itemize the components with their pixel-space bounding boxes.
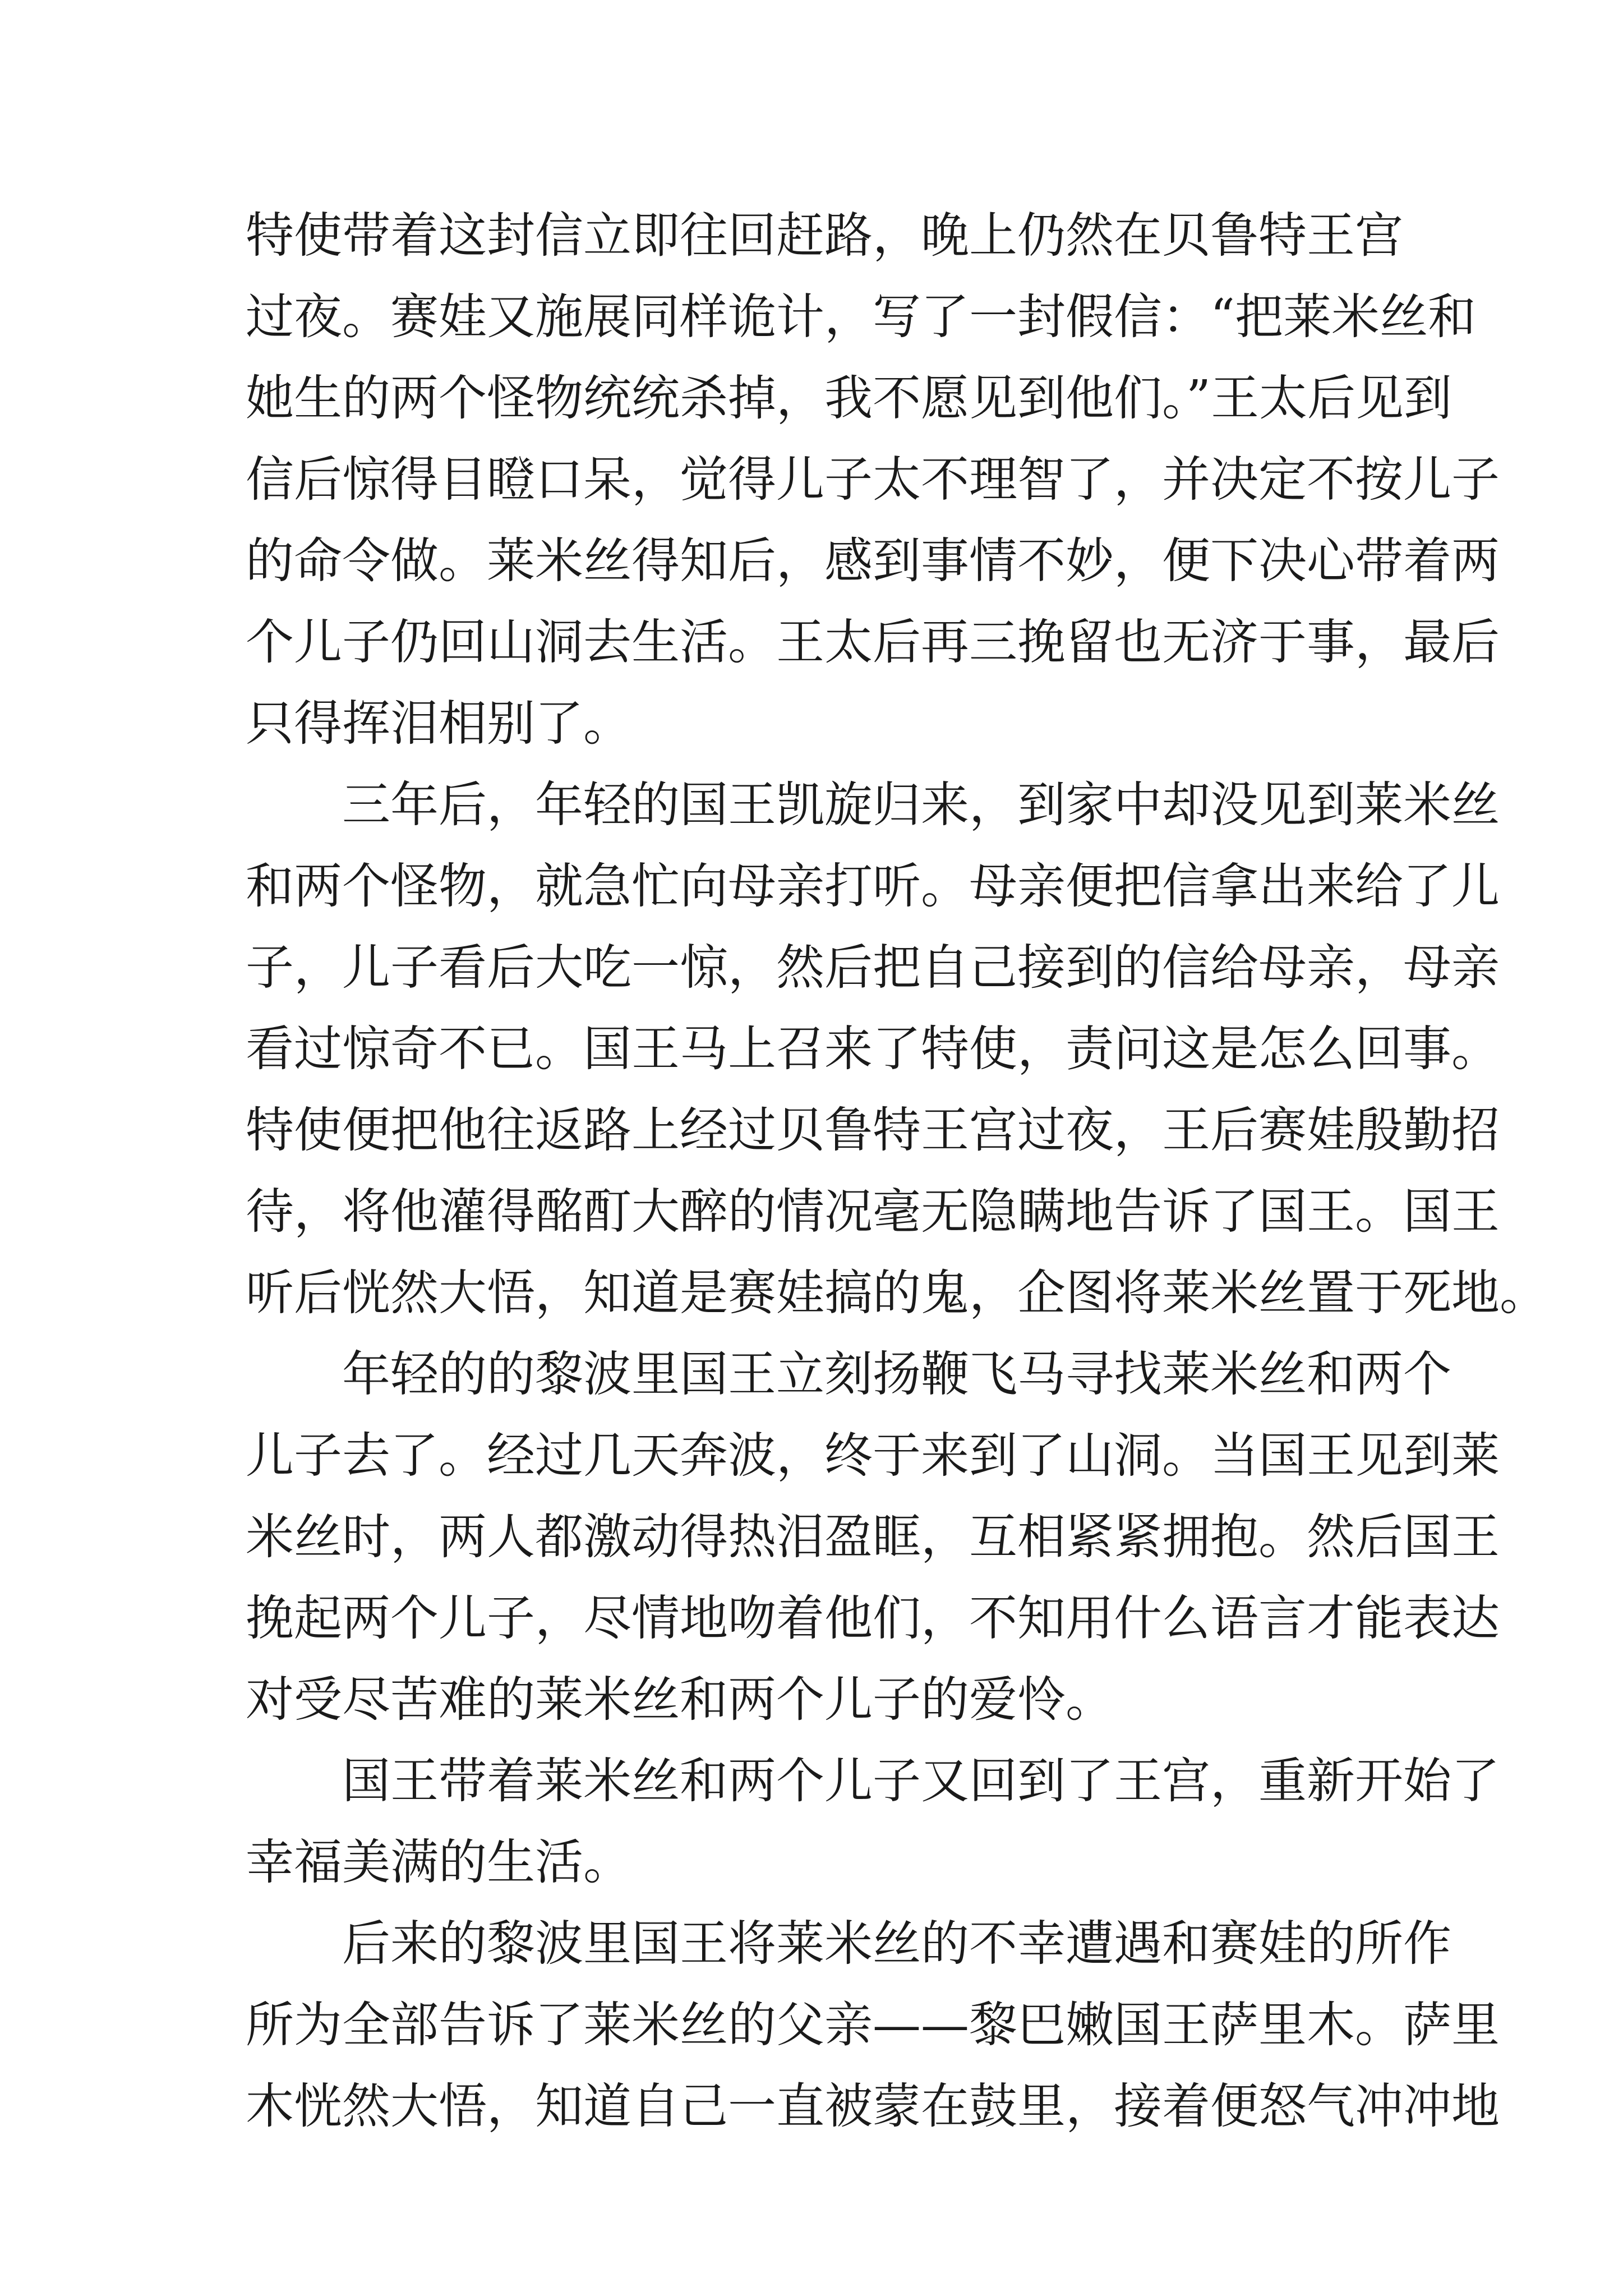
text-line: 对受尽苦难的莱米丝和两个儿子的爱怜。 — [246, 1672, 1114, 1728]
text-line: 看过惊奇不已。国王马上召来了特使，责问这是怎么回事。 — [246, 1021, 1500, 1077]
text-line: 米丝时，两人都激动得热泪盈眶，互相紧紧拥抱。然后国王 — [246, 1509, 1500, 1565]
text-line: 信后惊得目瞪口呆，觉得儿子太不理智了，并决定不按儿子 — [246, 452, 1500, 508]
text-line: 子，儿子看后大吃一惊，然后把自己接到的信给母亲，母亲 — [246, 940, 1500, 996]
text-line: 特使带着这封信立即往回赶路，晚上仍然在贝鲁特王宫 — [246, 208, 1403, 264]
text-line: 儿子去了。经过几天奔波，终于来到了山洞。当国王见到莱 — [246, 1428, 1500, 1484]
text-line: 听后恍然大悟，知道是赛娃搞的鬼，企图将莱米丝置于死地。 — [246, 1265, 1548, 1321]
text-line: 后来的黎波里国王将莱米丝的不幸遭遇和赛娃的所作 — [342, 1916, 1451, 1972]
text-line: 国王带着莱米丝和两个儿子又回到了王宫，重新开始了 — [342, 1753, 1500, 1809]
text-line: 木恍然大悟，知道自己一直被蒙在鼓里，接着便怒气冲冲地 — [246, 2078, 1500, 2134]
text-line: 三年后，年轻的国王凯旋归来，到家中却没见到莱米丝 — [342, 777, 1500, 833]
text-line: 和两个怪物，就急忙向母亲打听。母亲便把信拿出来给了儿 — [246, 858, 1500, 914]
body-text — [246, 195, 1548, 2147]
text-line: 特使便把他往返路上经过贝鲁特王宫过夜，王后赛娃殷勤招 — [246, 1102, 1500, 1158]
text-line: 个儿子仍回山洞去生活。王太后再三挽留也无济于事，最后 — [246, 614, 1500, 670]
text-line: 过夜。赛娃又施展同样诡计，写了一封假信：“把莱米丝和 — [246, 289, 1476, 345]
text-line: 她生的两个怪物统统杀掉，我不愿见到他们。”王太后见到 — [246, 370, 1452, 426]
text-line: 待，将他灌得酩酊大醉的情况毫无隐瞒地告诉了国王。国王 — [246, 1184, 1500, 1240]
text-line: 所为全部告诉了莱米丝的父亲——黎巴嫩国王萨里木。萨里 — [246, 1997, 1500, 2053]
text-line: 幸福美满的生活。 — [246, 1834, 631, 1890]
text-line: 的命令做。莱米丝得知后，感到事情不妙，便下决心带着两 — [246, 533, 1500, 589]
text-line: 年轻的的黎波里国王立刻扬鞭飞马寻找莱米丝和两个 — [342, 1346, 1451, 1402]
text-line: 挽起两个儿子，尽情地吻着他们，不知用什么语言才能表达 — [246, 1590, 1500, 1646]
text-line: 只得挥泪相别了。 — [246, 696, 631, 752]
